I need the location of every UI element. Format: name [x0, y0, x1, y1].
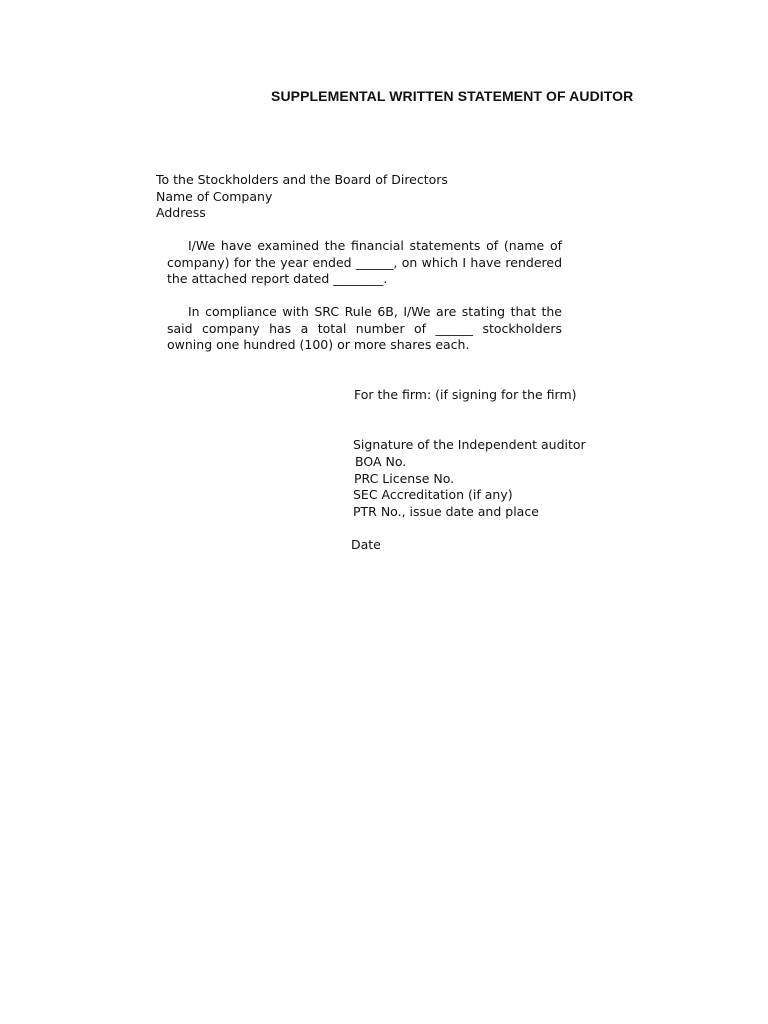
ptr-number-line: PTR No., issue date and place — [353, 504, 539, 519]
sec-accreditation-line: SEC Accreditation (if any) — [353, 487, 513, 502]
for-the-firm-line: For the firm: (if signing for the firm) — [354, 387, 577, 402]
prc-license-line: PRC License No. — [354, 471, 455, 486]
boa-number-line: BOA No. — [355, 454, 407, 469]
addressee-line: To the Stockholders and the Board of Directors — [156, 172, 448, 187]
body-paragraph-compliance: In compliance with SRC Rule 6B, I/We are stating that the said company has a total number of ______ stockholders owning one hundred (100) or more shares each. — [167, 304, 562, 352]
body-paragraph-examination: I/We have examined the financial statements of (name of company) for the year ended ______, on which I have rendered the attached report dated ________. — [167, 238, 562, 286]
addressee-line: Address — [156, 205, 206, 220]
addressee-line: Name of Company — [156, 188, 273, 204]
document-title: SUPPLEMENTAL WRITTEN STATEMENT OF AUDITOR — [271, 88, 634, 104]
signature-line: Signature of the Independent auditor — [353, 437, 586, 452]
date-label: Date — [351, 537, 381, 552]
addressee-block — [156, 172, 448, 222]
